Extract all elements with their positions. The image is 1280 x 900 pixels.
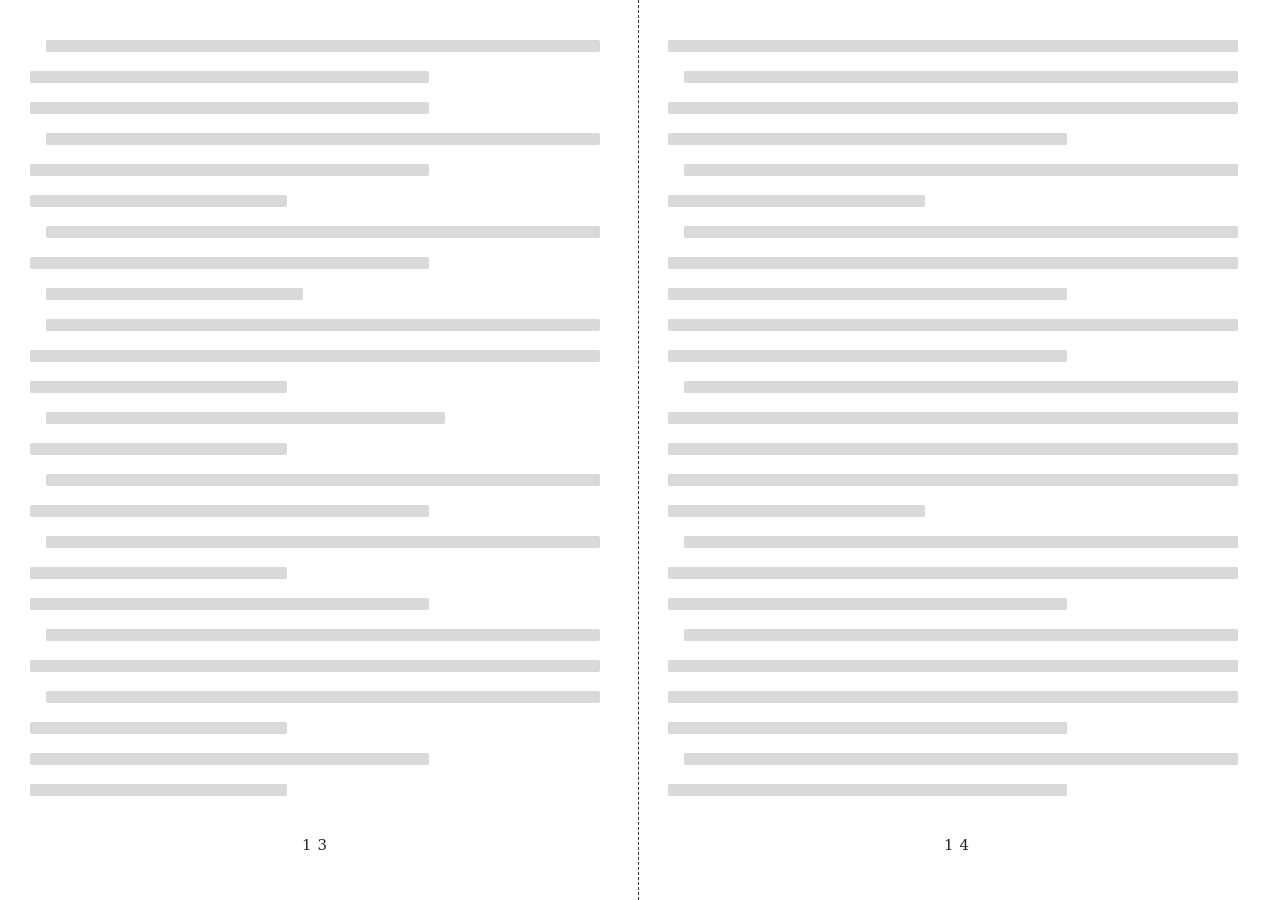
text-line <box>30 71 429 83</box>
text-line <box>668 257 1238 269</box>
text-line <box>684 226 1238 238</box>
text-line <box>684 71 1238 83</box>
text-line <box>30 753 429 765</box>
text-line <box>668 474 1238 486</box>
page-number-left: 13 <box>302 836 334 854</box>
text-line <box>684 753 1238 765</box>
text-line <box>30 257 429 269</box>
text-line <box>46 691 600 703</box>
text-line <box>668 567 1238 579</box>
text-line <box>30 164 429 176</box>
text-line <box>668 288 1067 300</box>
text-line <box>46 319 600 331</box>
text-line <box>668 598 1067 610</box>
text-line <box>30 598 429 610</box>
text-line <box>668 319 1238 331</box>
text-line <box>30 381 287 393</box>
text-line <box>668 412 1238 424</box>
text-line <box>668 443 1238 455</box>
text-line <box>684 164 1238 176</box>
text-line <box>30 443 287 455</box>
text-line <box>46 288 303 300</box>
text-line <box>30 722 287 734</box>
right-page <box>668 40 1238 815</box>
text-line <box>30 505 429 517</box>
text-line <box>668 40 1238 52</box>
text-line <box>46 40 600 52</box>
text-line <box>668 722 1067 734</box>
text-line <box>30 350 600 362</box>
text-line <box>684 381 1238 393</box>
text-line <box>30 195 287 207</box>
page-divider <box>638 0 639 900</box>
text-line <box>30 567 287 579</box>
text-line <box>46 536 600 548</box>
text-line <box>668 350 1067 362</box>
text-line <box>684 629 1238 641</box>
text-line <box>668 505 925 517</box>
text-line <box>46 629 600 641</box>
text-line <box>668 133 1067 145</box>
left-page <box>30 40 600 815</box>
text-line <box>668 102 1238 114</box>
text-line <box>30 102 429 114</box>
text-line <box>668 195 925 207</box>
text-line <box>46 412 445 424</box>
text-line <box>46 133 600 145</box>
text-line <box>668 784 1067 796</box>
text-line <box>668 660 1238 672</box>
text-line <box>30 784 287 796</box>
page-number-right: 14 <box>944 836 976 854</box>
text-line <box>46 226 600 238</box>
text-line <box>684 536 1238 548</box>
text-line <box>30 660 600 672</box>
text-line <box>46 474 600 486</box>
text-line <box>668 691 1238 703</box>
